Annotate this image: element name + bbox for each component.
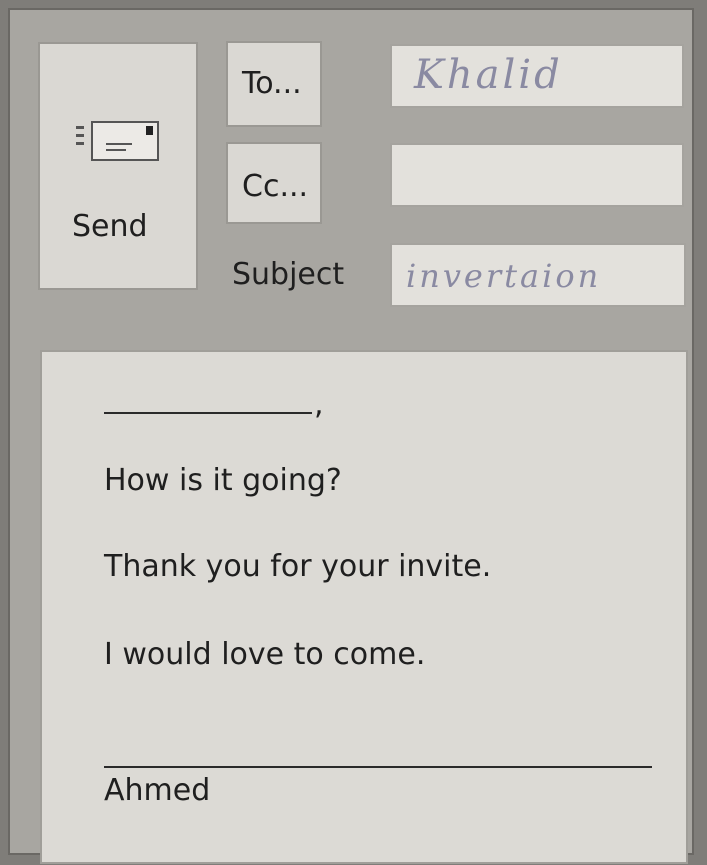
cc-button-label: Cc... <box>242 169 309 204</box>
send-button-label: Send <box>72 209 148 244</box>
message-line-1: How is it going? <box>104 463 342 498</box>
cc-field[interactable] <box>390 143 684 207</box>
greeting-blank-line <box>104 412 312 414</box>
to-field-value: Khalid <box>414 52 563 98</box>
message-body[interactable] <box>40 350 688 864</box>
greeting-comma: , <box>314 387 324 422</box>
message-line-2: Thank you for your invite. <box>104 549 492 584</box>
signature-line <box>104 766 652 768</box>
to-button-label: To... <box>242 66 302 101</box>
send-button[interactable] <box>38 42 198 290</box>
envelope-icon <box>70 116 162 164</box>
email-compose-window <box>8 8 694 855</box>
to-field[interactable] <box>390 44 684 108</box>
message-line-3: I would love to come. <box>104 637 426 672</box>
subject-field[interactable] <box>390 243 686 307</box>
signature-name: Ahmed <box>104 773 211 808</box>
subject-label: Subject <box>232 257 345 292</box>
to-button[interactable] <box>226 41 322 127</box>
subject-field-value: invertaion <box>406 257 602 295</box>
cc-button[interactable] <box>226 142 322 224</box>
